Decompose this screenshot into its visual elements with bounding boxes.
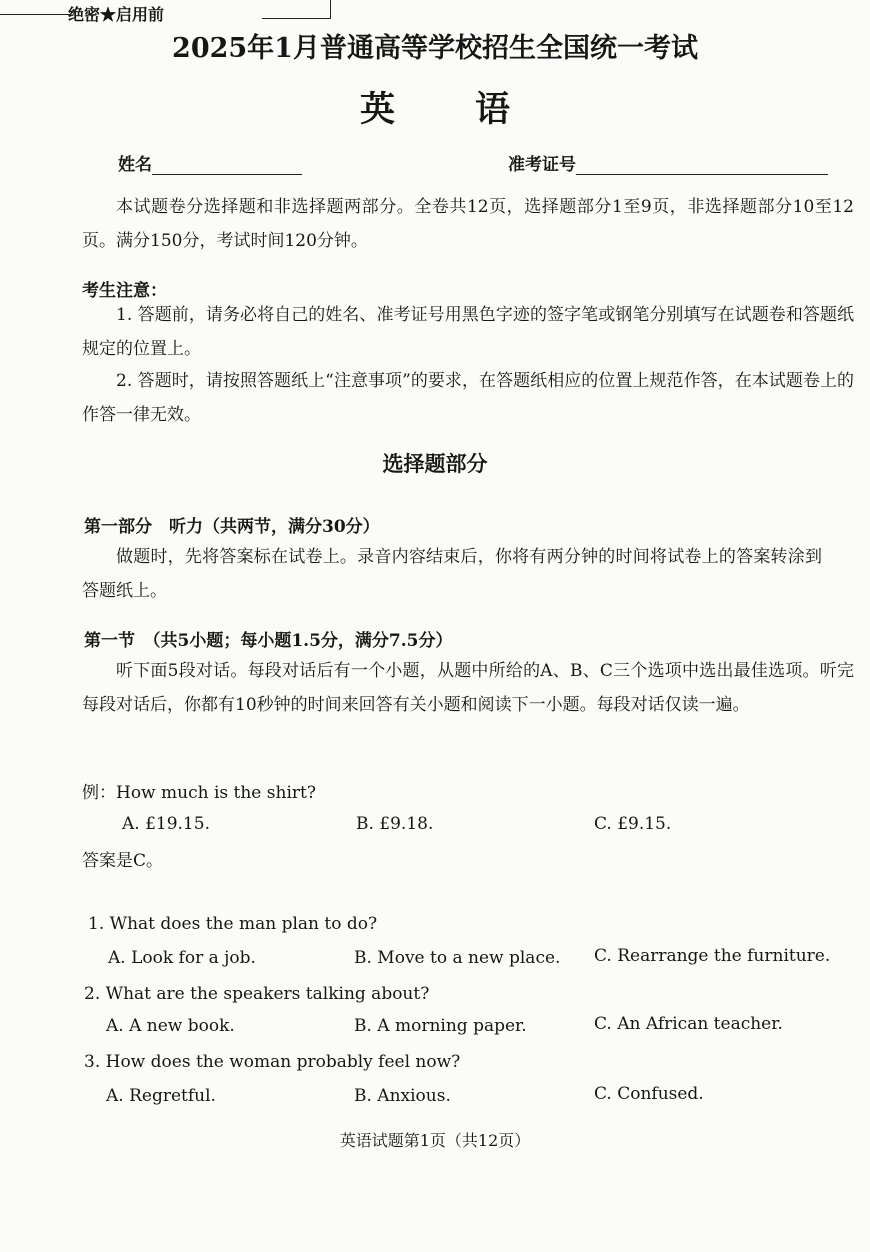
exam-id-field[interactable] [508,150,828,175]
header-box [262,0,331,19]
intro-paragraph: 本试题卷分选择题和非选择题两部分。全卷共12页，选择题部分1至9页，非选择题部分10至12页。满分150分，考试时间120分钟。 [82,197,854,251]
example-question: 例：How much is the shirt? [82,783,316,803]
question-3-option-b[interactable]: B. Anxious. [354,1086,451,1106]
notice-heading: 考生注意： [82,281,167,301]
example-answer: 答案是C。 [82,851,164,871]
subject-title: 英语 [359,89,590,130]
name-label: 姓名 [118,155,152,175]
question-3-option-a[interactable]: A. Regretful. [106,1086,216,1106]
question-2: 2. What are the speakers talking about? [84,984,430,1004]
question-3-option-c[interactable]: C. Confused. [594,1084,704,1104]
question-1: 1. What does the man plan to do? [88,914,378,934]
exam-id-label: 准考证号 [508,155,576,175]
name-underline[interactable] [152,156,302,175]
page-footer: 英语试题第1页（共12页） [339,1131,531,1150]
name-field[interactable] [118,150,302,175]
header-rule [0,14,70,15]
part1-heading: 第一部分 听力（共两节，满分30分） [84,517,380,537]
question-3: 3. How does the woman probably feel now? [84,1052,461,1072]
exam-id-underline[interactable] [576,156,828,175]
question-2-option-b[interactable]: B. A morning paper. [354,1016,527,1036]
part1-instructions: 做题时，先将答案标在试卷上。录音内容结束后，你将有两分钟的时间将试卷上的答案转涂到答题纸上。 [82,547,822,601]
example-option-c: C. £9.15. [594,814,672,834]
section-title: 选择题部分 [382,451,488,476]
subsection1-heading: 第一节 （共5小题；每小题1.5分，满分7.5分） [84,631,453,651]
question-1-option-c[interactable]: C. Rearrange the furniture. [594,946,831,966]
notice-item-2: 2. 答题时，请按照答题纸上“注意事项”的要求，在答题纸相应的位置上规范作答，在本试题卷上的作答一律无效。 [82,371,854,425]
question-1-option-b[interactable]: B. Move to a new place. [354,948,561,968]
exam-title: 2025年1月普通高等学校招生全国统一考试 [172,33,698,64]
example-option-a: A. £19.15. [122,814,210,834]
question-1-option-a[interactable]: A. Look for a job. [108,948,256,968]
secret-label: 绝密★启用前 [68,5,165,24]
subsection1-instructions: 听下面5段对话。每段对话后有一个小题，从题中所给的A、B、C三个选项中选出最佳选项。听完每段对话后，你都有10秒钟的时间来回答有关小题和阅读下一小题。每段对话仅读一遍。 [82,661,854,715]
question-2-option-a[interactable]: A. A new book. [106,1016,235,1036]
question-2-option-c[interactable]: C. An African teacher. [594,1014,783,1034]
example-option-b: B. £9.18. [356,814,434,834]
notice-item-1: 1. 答题前，请务必将自己的姓名、准考证号用黑色字迹的签字笔或钢笔分别填写在试题卷和答题纸规定的位置上。 [82,305,854,359]
